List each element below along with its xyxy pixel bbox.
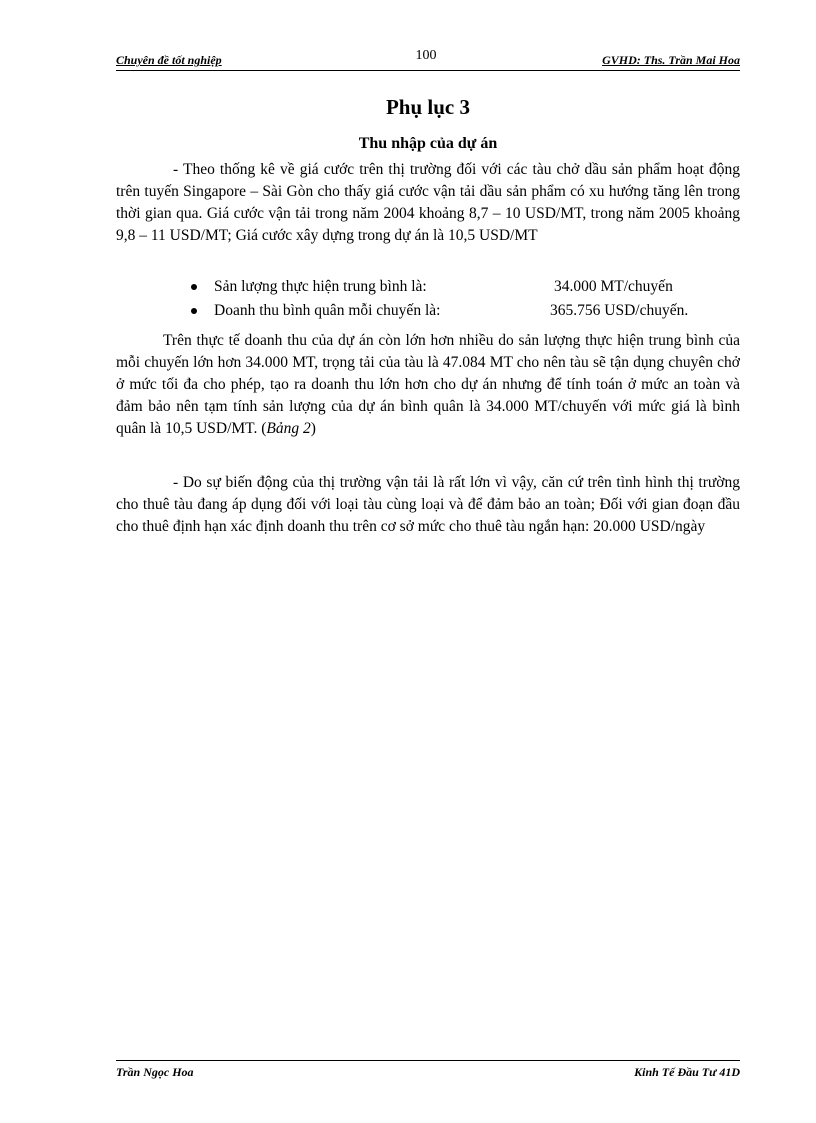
header-thesis-label: Chuyên đề tốt nghiệp (116, 53, 222, 67)
page-number: 100 (415, 48, 437, 63)
paragraph-freight-rates: - Theo thống kê về giá cước trên thị trường đối với các tàu chở dầu sản phẩm hoạt động trên tuyến Singapore – Sài Gòn cho thấy giá cước vận tải dầu sản phẩm có xu hướng tăng lên trong thời gian qua. Giá cước vận tải trong năm 2004 khoảng 8,7 – 10 USD/MT, trong năm 2005 khoảng 9,8 – 11 USD/MT; Giá cước xây dựng trong dự án là 10,5 USD/MT (116, 161, 740, 244)
list-item (116, 300, 740, 324)
paragraph-revenue-close: ) (310, 420, 316, 437)
header-supervisor: GVHD: Ths. Trần Mai Hoa (602, 53, 740, 67)
table-reference: Bảng 2 (266, 420, 311, 437)
footer-class: Kinh Tế Đầu Tư 41D (634, 1065, 740, 1079)
paragraph-charter: - Do sự biến động của thị trường vận tải là rất lớn vì vậy, căn cứ trên tình hình thị trường cho thuê tàu đang áp dụng đối với loại tàu cùng loại và để đảm bảo an toàn; Đối với gian đoạn đầu cho thuê định hạn xác định doanh thu trên cơ sở mức cho thuê tàu ngắn hạn: 20.000 USD/ngày (116, 474, 740, 535)
bullet-label: Doanh thu bình quân mỗi chuyến là: (214, 302, 441, 319)
bullet-icon (191, 284, 197, 290)
section-subtitle: Thu nhập của dự án (358, 135, 498, 152)
bullet-list (116, 276, 740, 324)
list-item (116, 276, 740, 300)
paragraph-revenue (116, 330, 740, 440)
footer-author: Trần Ngọc Hoa (116, 1065, 194, 1079)
bullet-label: Sản lượng thực hiện trung bình là: (214, 278, 427, 295)
page-footer (116, 1060, 740, 1081)
appendix-title: Phụ lục 3 (385, 95, 471, 119)
page-header (116, 50, 740, 71)
paragraph-revenue-text: Trên thực tế doanh thu của dự án còn lớn hơn nhiều do sản lượng thực hiện trung bình của mỗi chuyến lớn hơn 34.000 MT, trọng tải của tàu là 47.084 MT cho nên tàu sẽ tận dụng chuyên chở ở mức tối đa cho phép, tạo ra doanh thu lớn hơn cho dự án nhưng để tính toán ở mức an toàn và đảm bảo nên tạm tính sản lượng của dự án bình quân là 34.000 MT/chuyến với mức giá là bình quân là 10,5 USD/MT. ( (116, 332, 740, 437)
bullet-value: 34.000 MT/chuyến (554, 278, 673, 295)
bullet-icon (191, 308, 197, 314)
bullet-value: 365.756 USD/chuyến. (550, 302, 689, 319)
